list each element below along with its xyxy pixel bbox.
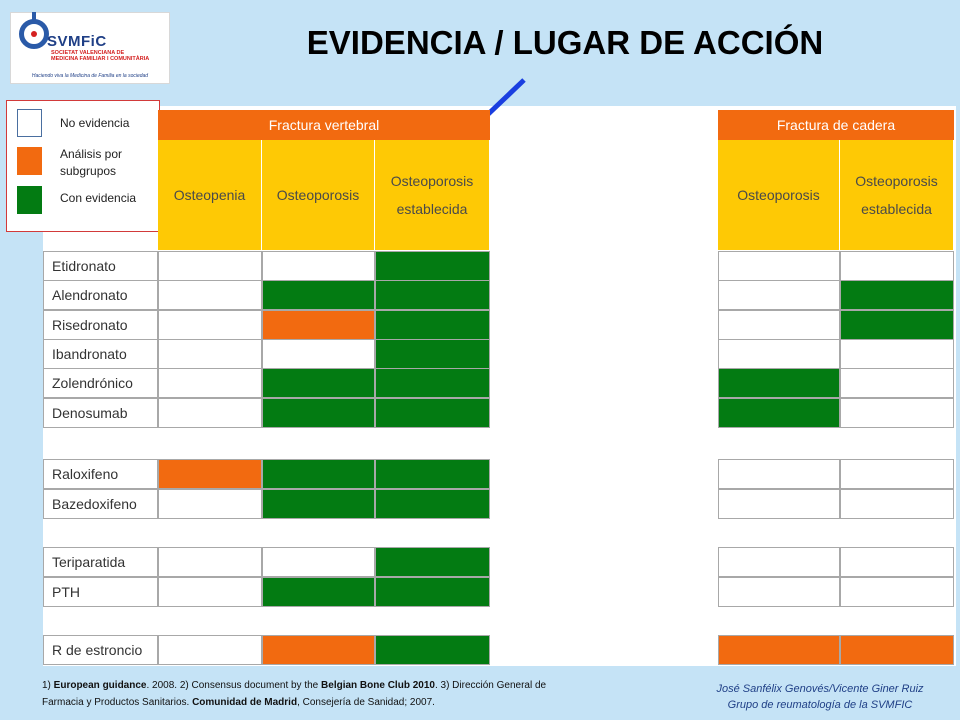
- row-label: PTH: [43, 577, 158, 607]
- table-cell: [262, 547, 375, 577]
- table-cell: [262, 577, 375, 607]
- table-cell: [375, 280, 490, 310]
- table-cell: [158, 489, 262, 519]
- table-cell: [840, 368, 954, 398]
- table-cell: [375, 251, 490, 281]
- svmfic-logo: [10, 12, 170, 84]
- ref-prefix: 1): [42, 680, 54, 691]
- table-cell: [840, 635, 954, 665]
- ref-text-1: . 2008. 2) Consensus document by the: [146, 680, 322, 691]
- legend-swatch-subgroups: [17, 147, 42, 175]
- legend-label-subgroups: Análisis por subgrupos: [60, 147, 123, 178]
- table-cell: [375, 459, 490, 489]
- slide-title: EVIDENCIA / LUGAR DE ACCIÓN: [306, 24, 824, 61]
- table-cell: [262, 280, 375, 310]
- table-cell: [158, 368, 262, 398]
- table-cell: [158, 310, 262, 340]
- references-line-1: [42, 677, 642, 694]
- table-cell: [375, 635, 490, 665]
- table-cell: [262, 459, 375, 489]
- row-label: Alendronato: [43, 280, 158, 310]
- table-cell: [262, 368, 375, 398]
- authors: [690, 681, 950, 713]
- table-cell: [718, 459, 840, 489]
- table-cell: [158, 339, 262, 369]
- table-cell: [158, 577, 262, 607]
- authors-group: Grupo de reumatología de la SVMFIC: [727, 699, 913, 711]
- logo-motto: Haciendo viva la Medicina de Familia en la sociedad: [31, 73, 149, 79]
- table-cell: [262, 310, 375, 340]
- row-label: Ibandronato: [43, 339, 158, 369]
- table-cell: [718, 280, 840, 310]
- column-header-3: Osteoporosis: [718, 140, 840, 250]
- table-cell: [262, 398, 375, 428]
- logo-ring-icon: [19, 19, 49, 49]
- table-cell: [375, 339, 490, 369]
- references-line-2: [42, 694, 642, 711]
- row-label: R de estroncio: [43, 635, 158, 665]
- table-cell: [840, 577, 954, 607]
- table-cell: [718, 635, 840, 665]
- ref-european-guidance: European guidance: [53, 680, 147, 691]
- legend-label-no-evidence: No evidencia: [60, 116, 130, 130]
- row-label: Teriparatida: [43, 547, 158, 577]
- table-cell: [262, 339, 375, 369]
- logo-subtitle-line-1: SOCIETAT VALENCIANA DE: [51, 50, 125, 56]
- ref-text-3: Farmacia y Productos Sanitarios.: [42, 697, 193, 708]
- table-cell: [718, 368, 840, 398]
- ref-belgian-bone-club: Belgian Bone Club 2010: [321, 680, 435, 691]
- table-cell: [718, 251, 840, 281]
- table-cell: [158, 635, 262, 665]
- legend: [6, 100, 160, 232]
- table-cell: [262, 635, 375, 665]
- table-gap: [490, 106, 718, 666]
- row-label: Denosumab: [43, 398, 158, 428]
- logo-subtitle-line-2: MEDICINA FAMILIAR I COMUNITÀRIA: [51, 56, 150, 62]
- table-cell: [840, 251, 954, 281]
- table-cell: [840, 398, 954, 428]
- table-cell: [840, 489, 954, 519]
- column-header-4: Osteoporosis establecida: [840, 140, 954, 250]
- row-label: Bazedoxifeno: [43, 489, 158, 519]
- table-cell: [718, 398, 840, 428]
- table-cell: [158, 251, 262, 281]
- row-label: Risedronato: [43, 310, 158, 340]
- table-cell: [158, 459, 262, 489]
- row-label: Zolendrónico: [43, 368, 158, 398]
- table-cell: [840, 310, 954, 340]
- table-cell: [718, 577, 840, 607]
- table-cell: [840, 280, 954, 310]
- table-cell: [158, 280, 262, 310]
- table-cell: [262, 489, 375, 519]
- legend-label-evidence: Con evidencia: [60, 191, 137, 205]
- references: [42, 677, 642, 711]
- table-cell: [375, 489, 490, 519]
- table-cell: [375, 310, 490, 340]
- ref-comunidad-madrid: Comunidad de Madrid: [192, 697, 298, 708]
- column-header-2: Osteoporosis establecida: [375, 140, 490, 250]
- table-cell: [840, 339, 954, 369]
- group-header-hip: Fractura de cadera: [718, 110, 954, 140]
- table-cell: [158, 547, 262, 577]
- table-cell: [840, 459, 954, 489]
- table-cell: [718, 339, 840, 369]
- table-cell: [840, 547, 954, 577]
- table-cell: [718, 310, 840, 340]
- group-header-vertebral: Fractura vertebral: [158, 110, 490, 140]
- column-header-1: Osteoporosis: [262, 140, 375, 250]
- table-cell: [158, 398, 262, 428]
- authors-names: José Sanfélix Genovés/Vicente Giner Ruiz: [716, 683, 924, 695]
- row-label: Raloxifeno: [43, 459, 158, 489]
- logo-name: SVMFiC: [47, 33, 107, 50]
- table-cell: [375, 577, 490, 607]
- table-cell: [262, 251, 375, 281]
- ref-text-4: , Consejería de Sanidad; 2007.: [297, 697, 435, 708]
- row-label: Etidronato: [43, 251, 158, 281]
- logo-subtitle: [51, 50, 166, 62]
- legend-swatch-evidence: [17, 186, 42, 214]
- legend-swatch-no-evidence: [17, 109, 42, 137]
- table-cell: [718, 489, 840, 519]
- table-cell: [375, 547, 490, 577]
- table-cell: [718, 547, 840, 577]
- table-cell: [375, 398, 490, 428]
- column-header-0: Osteopenia: [158, 140, 262, 250]
- table-cell: [375, 368, 490, 398]
- ref-text-2: . 3) Dirección General de: [434, 680, 547, 691]
